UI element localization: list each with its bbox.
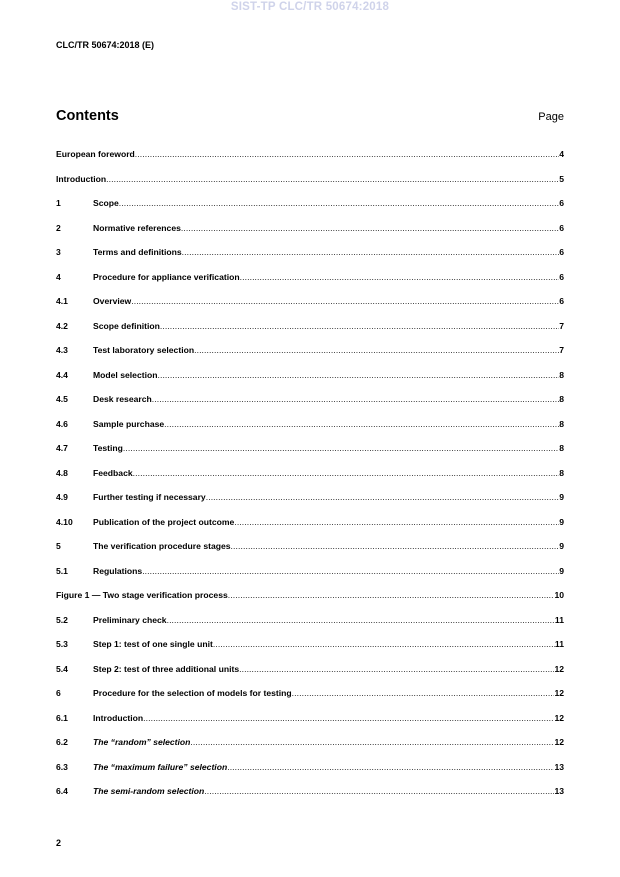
toc-entry-number: 4.3 (56, 345, 68, 356)
toc-entry-body (93, 247, 564, 257)
toc-entry-body (93, 639, 564, 649)
toc-entry[interactable] (56, 657, 564, 682)
toc-dot-leader (234, 517, 559, 527)
toc-entry-title: The semi-random selection (93, 786, 205, 797)
toc-entry-title: Desk research (93, 394, 152, 405)
toc-entry-title: European foreword (56, 149, 135, 160)
toc-entry[interactable] (56, 363, 564, 388)
toc-dot-leader (152, 394, 559, 404)
toc-entry-number: 4.5 (56, 394, 68, 405)
toc-entry-body (93, 198, 564, 208)
toc-entry[interactable] (56, 510, 564, 535)
toc-entry-number: 5.4 (56, 663, 68, 674)
toc-entry[interactable] (56, 216, 564, 241)
toc-entry-title: Model selection (93, 369, 158, 380)
toc-entry[interactable] (56, 289, 564, 314)
toc-entry-title: Terms and definitions (93, 247, 182, 258)
toc-entry-page: 13 (554, 761, 564, 772)
toc-dot-leader (292, 688, 555, 698)
toc-entry-body (93, 688, 564, 698)
toc-dot-leader (157, 370, 559, 380)
toc-entry-body (93, 566, 564, 576)
toc-dot-leader (164, 419, 559, 429)
toc-entry-title: Introduction (56, 173, 107, 184)
toc-entry-page: 11 (554, 614, 564, 625)
toc-entry-page: 12 (554, 688, 564, 699)
toc-entry-page: 7 (559, 345, 564, 356)
toc-entry-number: 4.7 (56, 443, 68, 454)
toc-entry-title: Step 2: test of three additional units (93, 663, 240, 674)
toc-entry-page: 10 (554, 590, 564, 601)
toc-entry-title: Publication of the project outcome (93, 516, 235, 527)
toc-entry-number: 2 (56, 222, 61, 233)
toc-entry-page: 11 (554, 639, 564, 650)
toc-entry-title: Sample purchase (93, 418, 165, 429)
toc-entry-title: Figure 1 — Two stage verification process (56, 590, 228, 601)
document-id: CLC/TR 50674:2018 (E) (56, 40, 155, 50)
toc-entry-body (93, 762, 564, 772)
toc-entry[interactable] (56, 730, 564, 755)
toc-dot-leader (167, 615, 555, 625)
toc-entry-number: 5.1 (56, 565, 68, 576)
toc-entry[interactable] (56, 314, 564, 339)
toc-entry-body (93, 370, 564, 380)
toc-entry-body (93, 615, 564, 625)
toc-entry-page: 5 (559, 173, 564, 184)
toc-entry-body (93, 664, 564, 674)
toc-entry-number: 3 (56, 247, 61, 258)
toc-entry-title: Overview (93, 296, 132, 307)
toc-dot-leader (213, 639, 555, 649)
toc-entry-title: Regulations (93, 565, 143, 576)
toc-dot-leader (228, 590, 555, 600)
toc-entry-body (93, 419, 564, 429)
toc-entry[interactable] (56, 191, 564, 216)
toc-entry-page: 9 (559, 492, 564, 503)
toc-entry[interactable] (56, 436, 564, 461)
toc-entry-number: 4.4 (56, 369, 68, 380)
toc-entry-page: 8 (559, 394, 564, 405)
toc-entry-title: Feedback (93, 467, 133, 478)
toc-entry-page: 6 (559, 247, 564, 258)
toc-dot-leader (131, 296, 559, 306)
toc-entry[interactable] (56, 681, 564, 706)
toc-dot-leader (227, 762, 554, 772)
page-column-label: Page (538, 111, 564, 123)
toc-entry-page: 13 (554, 786, 564, 797)
toc-entry-number: 4.9 (56, 492, 68, 503)
toc-entry[interactable] (56, 338, 564, 363)
toc-dot-leader (231, 541, 560, 551)
toc-entry-body (56, 590, 564, 600)
toc-entry-body (93, 786, 564, 796)
toc-entry-title: Further testing if necessary (93, 492, 206, 503)
watermark: SIST-TP CLC/TR 50674:2018 (230, 1, 390, 13)
contents-title: Contents (56, 108, 119, 124)
toc-entry[interactable] (56, 461, 564, 486)
toc-entry-number: 1 (56, 198, 61, 209)
toc-entry-number: 6.4 (56, 786, 68, 797)
toc-entry-body (93, 492, 564, 502)
toc-entry-title: Test laboratory selection (93, 345, 195, 356)
toc-entry-body (93, 468, 564, 478)
toc-entry-number: 6 (56, 688, 61, 699)
toc-entry[interactable] (56, 265, 564, 290)
toc-entry-number: 4.8 (56, 467, 68, 478)
toc-entry-number: 6.1 (56, 712, 68, 723)
toc-entry-page: 9 (559, 541, 564, 552)
toc-entry-body (93, 713, 564, 723)
toc-entry-page: 6 (559, 198, 564, 209)
toc-entry-title: The “maximum failure” selection (93, 761, 228, 772)
toc-entry-page: 8 (559, 369, 564, 380)
toc-entry[interactable] (56, 387, 564, 412)
toc-entry-title: The “random” selection (93, 737, 191, 748)
toc-entry-body (93, 517, 564, 527)
toc-entry-page: 9 (559, 565, 564, 576)
toc-entry-number: 4.10 (56, 516, 73, 527)
toc-entry-title: Step 1: test of one single unit (93, 639, 213, 650)
toc-entry[interactable] (56, 779, 564, 804)
toc-dot-leader (143, 713, 554, 723)
toc-dot-leader (204, 786, 554, 796)
toc-entry-number: 4.2 (56, 320, 68, 331)
toc-dot-leader (142, 566, 559, 576)
toc-entry-body (56, 149, 564, 159)
toc-dot-leader (239, 664, 554, 674)
toc-entry-body (93, 394, 564, 404)
toc-dot-leader (181, 223, 559, 233)
toc-dot-leader (160, 321, 559, 331)
toc-entry-number: 4.1 (56, 296, 68, 307)
toc-entry-number: 4 (56, 271, 61, 282)
toc-dot-leader (106, 174, 559, 184)
toc-entry-number: 5.2 (56, 614, 68, 625)
toc-entry-number: 5 (56, 541, 61, 552)
toc-entry-title: Introduction (93, 712, 144, 723)
toc-dot-leader (190, 737, 554, 747)
toc-entry-body (93, 541, 564, 551)
toc-dot-leader (240, 272, 560, 282)
toc-entry-page: 8 (559, 443, 564, 454)
toc-entry-body (93, 296, 564, 306)
toc-entry-body (93, 345, 564, 355)
toc-entry-page: 6 (559, 271, 564, 282)
toc-entry-title: The verification procedure stages (93, 541, 231, 552)
toc-entry[interactable] (56, 485, 564, 510)
toc-entry-body (93, 223, 564, 233)
toc-entry-page: 4 (559, 149, 564, 160)
toc-entry-title: Procedure for the selection of models for testing (93, 688, 292, 699)
toc-dot-leader (182, 247, 560, 257)
toc-entry[interactable] (56, 608, 564, 633)
toc-entry-title: Preliminary check (93, 614, 167, 625)
toc-entry[interactable] (56, 240, 564, 265)
toc-dot-leader (206, 492, 560, 502)
page-number: 2 (56, 838, 62, 848)
toc-entry-body (93, 272, 564, 282)
toc-entry-page: 8 (559, 467, 564, 478)
toc-dot-leader (135, 149, 559, 159)
toc-entry-title: Scope (93, 198, 119, 209)
toc-entry[interactable] (56, 559, 564, 584)
toc-entry-number: 6.3 (56, 761, 68, 772)
toc-entry[interactable] (56, 167, 564, 192)
toc-entry[interactable] (56, 412, 564, 437)
toc-entry-title: Scope definition (93, 320, 160, 331)
contents-header (56, 108, 564, 124)
toc-entry-title: Procedure for appliance verification (93, 271, 240, 282)
toc-dot-leader (194, 345, 559, 355)
toc-dot-leader (123, 443, 559, 453)
toc-entry-number: 6.2 (56, 737, 68, 748)
toc-dot-leader (133, 468, 560, 478)
toc-entry-page: 12 (554, 663, 564, 674)
toc-entry-body (56, 174, 564, 184)
table-of-contents (56, 142, 564, 804)
toc-entry-number: 4.6 (56, 418, 68, 429)
toc-entry-body (93, 443, 564, 453)
toc-entry-title: Testing (93, 443, 123, 454)
toc-entry-page: 6 (559, 296, 564, 307)
toc-entry[interactable] (56, 755, 564, 780)
toc-entry[interactable] (56, 142, 564, 167)
toc-entry-page: 12 (554, 712, 564, 723)
toc-entry-title: Normative references (93, 222, 181, 233)
toc-entry-body (93, 737, 564, 747)
toc-entry[interactable] (56, 534, 564, 559)
toc-dot-leader (119, 198, 559, 208)
toc-entry-body (93, 321, 564, 331)
toc-entry-page: 6 (559, 222, 564, 233)
toc-entry-page: 8 (559, 418, 564, 429)
toc-entry-page: 7 (559, 320, 564, 331)
toc-entry-page: 12 (554, 737, 564, 748)
toc-entry-page: 9 (559, 516, 564, 527)
toc-entry[interactable] (56, 632, 564, 657)
toc-entry[interactable] (56, 706, 564, 731)
toc-entry-number: 5.3 (56, 639, 68, 650)
toc-entry[interactable] (56, 583, 564, 608)
